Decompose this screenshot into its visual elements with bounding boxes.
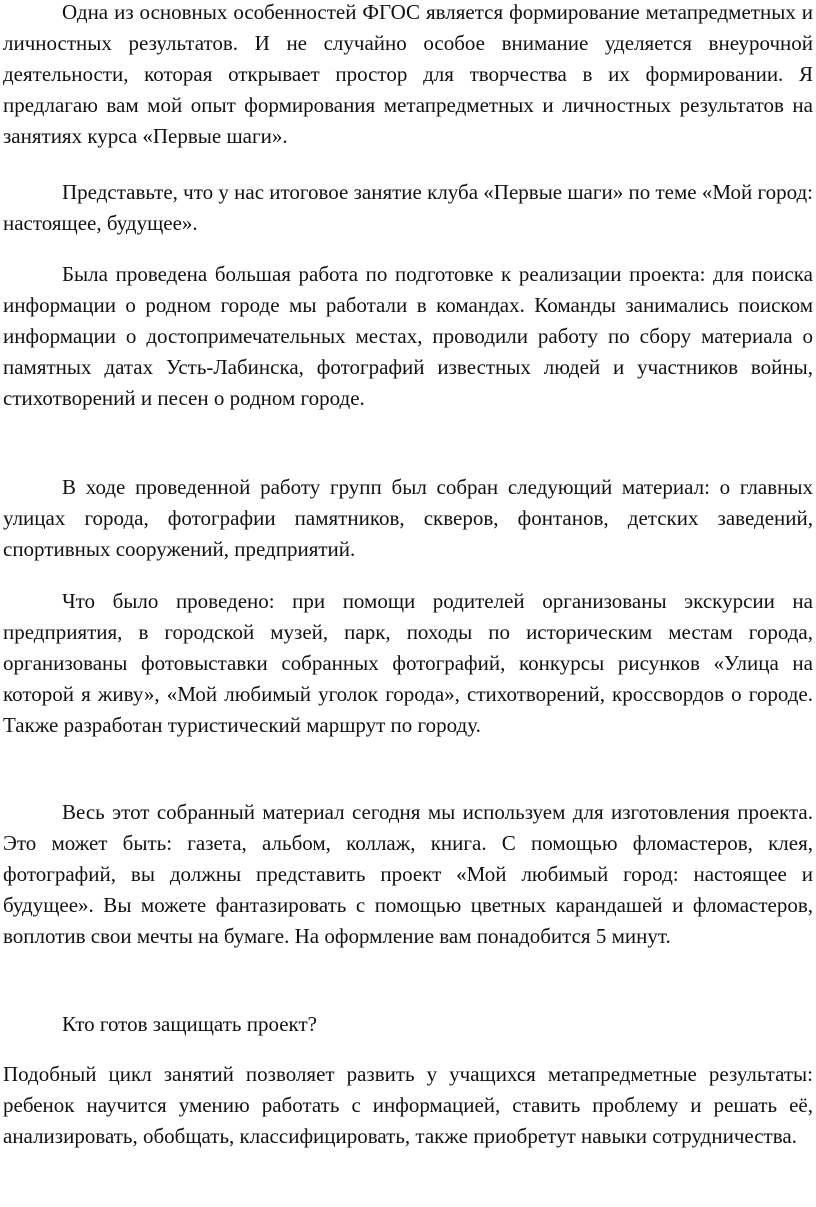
- paragraph-project-task: Весь этот собранный материал сегодня мы используем для изготовления проекта. Это может быть: газета, альбом, коллаж, книга. С помощью фломастеров, клея, фотографий, вы должны представить проект «Мой любимый город: настоящее и будущее». Вы можете фантазировать с помощью цветных карандашей и фломастеров, воплотив свои мечты на бумаге. На оформление вам понадобится 5 минут.: [3, 800, 813, 948]
- paragraph-final-lesson: Представьте, что у нас итоговое занятие клуба «Первые шаги» по теме «Мой город: настоящее, будущее».: [3, 180, 813, 235]
- paragraph-question: Кто готов защищать проект?: [62, 1012, 317, 1036]
- paragraph-activities: Что было проведено: при помощи родителей организованы экскурсии на предприятия, в городской музей, парк, походы по историческим местам города, организованы фотовыставки собранных фотографий, конкурсы рисунков «Улица на которой я живу», «Мой любимый уголок города», стихотворений, кроссвордов о городе. Также разработан туристический маршрут по городу.: [3, 589, 813, 737]
- paragraph-fgos-intro: Одна из основных особенностей ФГОС является формирование метапредметных и личностных результатов. И не случайно особое внимание уделяется внеурочной деятельности, которая открывает простор для творчества в их формировании. Я предлагаю вам мой опыт формирования метапредметных и личностных результатов на занятиях курса «Первые шаги».: [3, 0, 813, 148]
- paragraph-conclusion: Подобный цикл занятий позволяет развить у учащихся метапредметные результаты: ребенок научится умению работать с информацией, ставить проблему и решать её, анализировать, обобщать, классифицировать, также приобретут навыки сотрудничества.: [3, 1062, 813, 1148]
- paragraph-preparation: Была проведена большая работа по подготовке к реализации проекта: для поиска информации о родном городе мы работали в командах. Команды занимались поиском информации о достопримечательных местах, проводили работу по сбору материала о памятных датах Усть-Лабинска, фотографий известных людей и участников войны, стихотворений и песен о родном городе.: [3, 262, 813, 410]
- paragraph-collected-material: В ходе проведенной работу групп был собран следующий материал: о главных улицах города, фотографии памятников, скверов, фонтанов, детских заведений, спортивных сооружений, предприятий.: [3, 475, 813, 561]
